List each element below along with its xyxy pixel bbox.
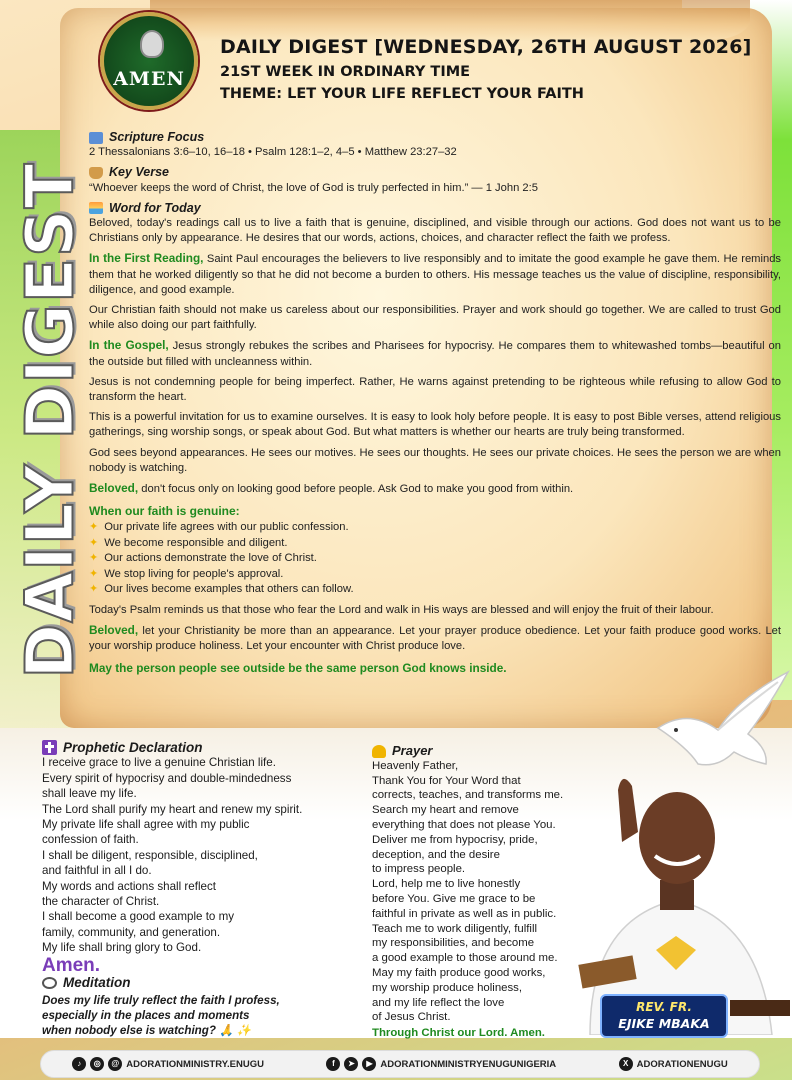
book-icon: [89, 132, 103, 144]
list-item: ✦ Our private life agrees with our public confession.: [89, 520, 781, 536]
prayer-line: Thank You for Your Word that: [372, 774, 521, 787]
meditation-question: Does my life truly reflect the faith I profess, especially in the places and moments when nobody else is watching? 🙏 ✨: [42, 993, 280, 1037]
sparkle-icon: ✦: [89, 536, 99, 549]
footer-handle-1[interactable]: ADORATIONMINISTRY.ENUGU: [126, 1058, 264, 1070]
declaration-line: the character of Christ.: [42, 895, 160, 909]
youtube-icon[interactable]: ▶: [362, 1057, 376, 1071]
footer-group-2: [326, 1057, 556, 1071]
word-paragraph-9: Today's Psalm reminds us that those who fear the Lord and walk in His ways are blessed and will enjoy the fruit of their labour.: [89, 603, 714, 616]
genuine-heading: When our faith is genuine:: [89, 504, 240, 519]
word-paragraph-3: Our Christian faith should not make us careless about our responsibilities. Prayer and work should go together. We are called to trust God while also doing our part faithfully.: [89, 304, 781, 332]
sunrise-icon: [89, 202, 103, 214]
meditation-heading: Meditation: [42, 975, 362, 990]
prayer-section: [372, 744, 587, 1041]
key-verse-heading: Key Verse: [89, 165, 781, 180]
priest-name-badge: [600, 994, 728, 1038]
word-paragraph-2: In the First Reading, Saint Paul encourages the believers to live responsibly and to imitate the good example he gave them. He reminds them that he worked diligently so that he did not become a burden to others. His message teaches us the value of discipline, responsibility, diligence, and good example.: [89, 251, 782, 296]
word-closing: May the person people see outside be the same person God knows inside.: [89, 660, 507, 675]
declaration-line: family, community, and generation.: [42, 925, 221, 939]
word-paragraph-4: In the Gospel, Jesus strongly rebukes the scribes and Pharisees for hypocrisy. He compares them to whitewashed tombs—beautiful on the outside but filled with uncleanness within.: [89, 338, 781, 368]
declaration-line: I shall become a good example to my: [42, 910, 235, 924]
list-item: ✦ Our actions demonstrate the love of Christ.: [89, 551, 781, 567]
declaration-line: The Lord shall purify my heart and renew my spirit.: [42, 802, 303, 816]
crest-icon: [140, 30, 164, 58]
declaration-heading: Prophetic Declaration: [42, 740, 362, 755]
logo-text: AMEN: [113, 68, 185, 90]
declaration-line: I receive grace to live a genuine Christian life.: [42, 756, 276, 770]
prayer-heading: Prayer: [372, 744, 587, 759]
word-paragraph-7: God sees beyond appearances. He sees our motives. He sees our thoughts. He sees our private choices. He sees the person we are when nobody is watching.: [89, 446, 781, 474]
prayer-line: a good example to those around me.: [372, 952, 558, 965]
list-item: ✦ We stop living for people's approval.: [89, 567, 781, 583]
amen-logo: [100, 12, 198, 110]
declaration-line: My life shall bring glory to God.: [42, 941, 202, 955]
side-title: [10, 150, 90, 690]
prayer-line: everything that does not please You.: [372, 818, 556, 831]
list-item: ✦ Our lives become examples that others can follow.: [89, 582, 781, 598]
word-paragraph-1: Beloved, today's readings call us to live a faith that is genuine, disciplined, and visible through our actions. God does not want us to be Christians only by appearance. He desires that our words, actions, choices, and character reflect the faith we profess.: [89, 217, 781, 245]
prayer-line: Heavenly Father,: [372, 759, 459, 772]
declaration-line: My private life shall agree with my public: [42, 818, 250, 832]
badge-name: EJIKE MBAKA: [618, 1016, 710, 1031]
scroll-icon: [89, 167, 103, 179]
prayer-line: faithful in private as well as in public.: [372, 907, 557, 920]
genuine-list: [89, 520, 781, 598]
prayer-line: of Jesus Christ.: [372, 1011, 451, 1024]
prayer-line: Lord, help me to live honestly: [372, 878, 521, 891]
declaration-line: shall leave my life.: [42, 787, 137, 801]
prayer-closing: Through Christ our Lord. Amen.: [372, 1027, 545, 1040]
prayer-line: corrects, teaches, and transforms me.: [372, 789, 564, 802]
scripture-text: 2 Thessalonians 3:6–10, 16–18 • Psalm 128:1–2, 4–5 • Matthew 23:27–32: [89, 146, 457, 159]
prayer-line: my responsibilities, and become: [372, 937, 535, 950]
declaration-line: Every spirit of hypocrisy and double-mindedness: [42, 771, 292, 785]
badge-title: REV. FR.: [636, 1000, 692, 1014]
prayer-line: before You. Give me grace to be: [372, 892, 536, 905]
prayer-line: Teach me to work diligently, fulfill: [372, 922, 538, 935]
sparkle-icon: ✦: [89, 567, 99, 580]
list-item: ✦ We become responsible and diligent.: [89, 536, 781, 552]
word-paragraph-6: This is a powerful invitation for us to examine ourselves. It is easy to look holy before people. It is easy to post Bible verses, attend religious gatherings, sing worship songs, or speak about God. But what matters is whether our hearts are truly being transformed.: [89, 411, 781, 439]
main-content: [89, 130, 781, 676]
prayer-line: deception, and the desire: [372, 848, 500, 861]
tiktok-icon[interactable]: ♪: [72, 1057, 86, 1071]
side-title-text: DAILY DIGEST: [11, 161, 89, 679]
week-label: 21ST WEEK IN ORDINARY TIME: [220, 64, 471, 80]
sparkle-icon: ✦: [89, 583, 99, 596]
key-verse-text: “Whoever keeps the word of Christ, the love of God is truly perfected in him.” — 1 John 2:5: [89, 181, 538, 194]
x-icon[interactable]: X: [619, 1057, 633, 1071]
praying-hands-icon: [372, 745, 386, 758]
word-paragraph-5: Jesus is not condemning people for being imperfect. Rather, He warns against pretending to be righteous while refusing to allow God to transform the heart.: [89, 375, 781, 404]
amen-text: Amen.: [42, 954, 101, 976]
prayer-line: Search my heart and remove: [372, 804, 519, 817]
cross-icon: [42, 740, 57, 755]
declaration-line: I shall be diligent, responsible, disciplined,: [42, 848, 258, 862]
declaration-line: confession of faith.: [42, 833, 139, 847]
threads-icon[interactable]: @: [108, 1057, 122, 1071]
telegram-icon[interactable]: ➤: [344, 1057, 358, 1071]
prayer-line: to impress people.: [372, 863, 466, 876]
facebook-icon[interactable]: f: [326, 1057, 340, 1071]
social-footer: [40, 1050, 760, 1078]
word-paragraph-8: Beloved, don't focus only on looking good before people. Ask God to make you good from within.: [89, 481, 574, 496]
footer-handle-2[interactable]: ADORATIONMINISTRYENUGUNIGERIA: [380, 1058, 557, 1070]
footer-group-3: [619, 1057, 728, 1071]
instagram-icon[interactable]: ◎: [90, 1057, 104, 1071]
header: [220, 36, 780, 102]
page-title: DAILY DIGEST [WEDNESDAY, 26TH AUGUST 2026]: [220, 36, 752, 58]
sparkle-icon: ✦: [89, 552, 99, 565]
speech-bubble-icon: [42, 977, 57, 989]
footer-group-1: [72, 1057, 264, 1071]
prayer-line: and my life reflect the love: [372, 996, 505, 1009]
sparkle-icon: ✦: [89, 521, 99, 534]
scroll-top-edge: [150, 0, 750, 40]
scripture-heading: Scripture Focus: [89, 130, 781, 145]
word-paragraph-10: Beloved, let your Christianity be more than an appearance. Let your prayer produce obedience. Let your faith produce good works. Let your worship produce holiness. Let your encounter with Christ produce love.: [89, 623, 781, 653]
prayer-line: my worship produce holiness,: [372, 981, 523, 994]
prophetic-declaration: [42, 740, 362, 1038]
declaration-line: My words and actions shall reflect: [42, 879, 216, 893]
footer-handle-3[interactable]: ADORATIONENUGU: [636, 1058, 728, 1070]
word-heading: Word for Today: [89, 201, 781, 216]
prayer-line: May my faith produce good works,: [372, 966, 546, 979]
declaration-line: and faithful in all I do.: [42, 864, 152, 878]
prayer-line: Deliver me from hypocrisy, pride,: [372, 833, 538, 846]
theme-label: THEME: LET YOUR LIFE REFLECT YOUR FAITH: [220, 86, 584, 102]
